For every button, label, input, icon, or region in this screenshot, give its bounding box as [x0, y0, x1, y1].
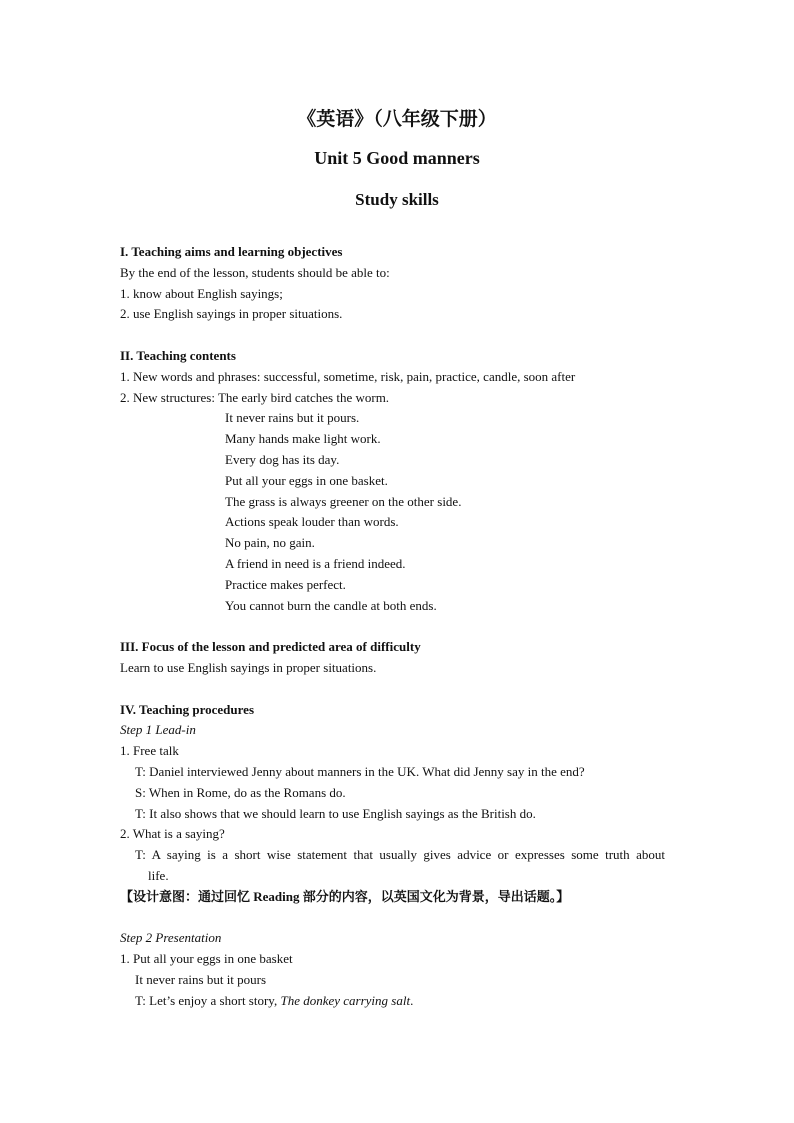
section2-heading: II. Teaching contents	[120, 348, 236, 363]
saying-question: 2. What is a saying?	[120, 826, 225, 841]
saying-answer-line: life.	[148, 868, 169, 883]
free-talk-label: 1. Free talk	[120, 743, 179, 758]
structure-item: Practice makes perfect.	[225, 577, 346, 592]
book-title: 《英语》（八年级下册）	[297, 109, 497, 130]
dialogue-line: S: When in Rome, do as the Romans do.	[135, 785, 346, 800]
structure-item: The grass is always greener on the other side.	[225, 494, 462, 509]
structure-item: No pain, no gain.	[225, 535, 315, 550]
dialogue-line: T: It also shows that we should learn to use English sayings as the British do.	[135, 806, 536, 821]
presentation-item: It never rains but it pours	[135, 972, 267, 987]
step2-title: Step 2 Presentation	[120, 930, 222, 945]
section4-heading: IV. Teaching procedures	[120, 702, 255, 717]
teacher-story-suffix: .	[410, 993, 414, 1008]
design-intent-note: 【设计意图：通过回忆 Reading 部分的内容，以英国文化为背景，导出话题。】	[120, 889, 570, 904]
section3-heading: III. Focus of the lesson and predicted area of difficulty	[120, 639, 421, 654]
step1-title: Step 1 Lead-in	[120, 722, 196, 737]
teacher-story-line	[135, 993, 413, 1009]
section3-text: Learn to use English sayings in proper situations.	[120, 660, 377, 675]
structure-item: A friend in need is a friend indeed.	[225, 556, 406, 571]
dialogue-line: T: Daniel interviewed Jenny about manners in the UK. What did Jenny say in the end?	[135, 764, 585, 779]
story-title: The donkey carrying salt	[280, 993, 411, 1008]
structure-item: It never rains but it pours.	[225, 410, 360, 425]
section1-intro: By the end of the lesson, students should be able to:	[120, 265, 390, 280]
saying-answer-line: T: A saying is a short wise statement that usually gives advice or expresses some truth about	[135, 847, 665, 862]
lesson-title: Study skills	[355, 190, 439, 209]
new-words-line: 1. New words and phrases: successful, sometime, risk, pain, practice, candle, soon after	[120, 369, 576, 384]
teacher-story-prefix: T: Let’s enjoy a short story,	[135, 993, 281, 1008]
structure-item: Actions speak louder than words.	[225, 514, 399, 529]
section1-heading: I. Teaching aims and learning objectives	[120, 244, 343, 259]
structure-item: Put all your eggs in one basket.	[225, 473, 388, 488]
structure-item: You cannot burn the candle at both ends.	[225, 598, 437, 613]
structure-item: Every dog has its day.	[225, 452, 340, 467]
section1-item: 2. use English sayings in proper situations.	[120, 306, 343, 321]
structure-item: Many hands make light work.	[225, 431, 381, 446]
presentation-item: 1. Put all your eggs in one basket	[120, 951, 293, 966]
section1-item: 1. know about English sayings;	[120, 286, 283, 301]
unit-title: Unit 5 Good manners	[314, 148, 480, 168]
new-structures-label: 2. New structures: The early bird catches the worm.	[120, 390, 390, 405]
